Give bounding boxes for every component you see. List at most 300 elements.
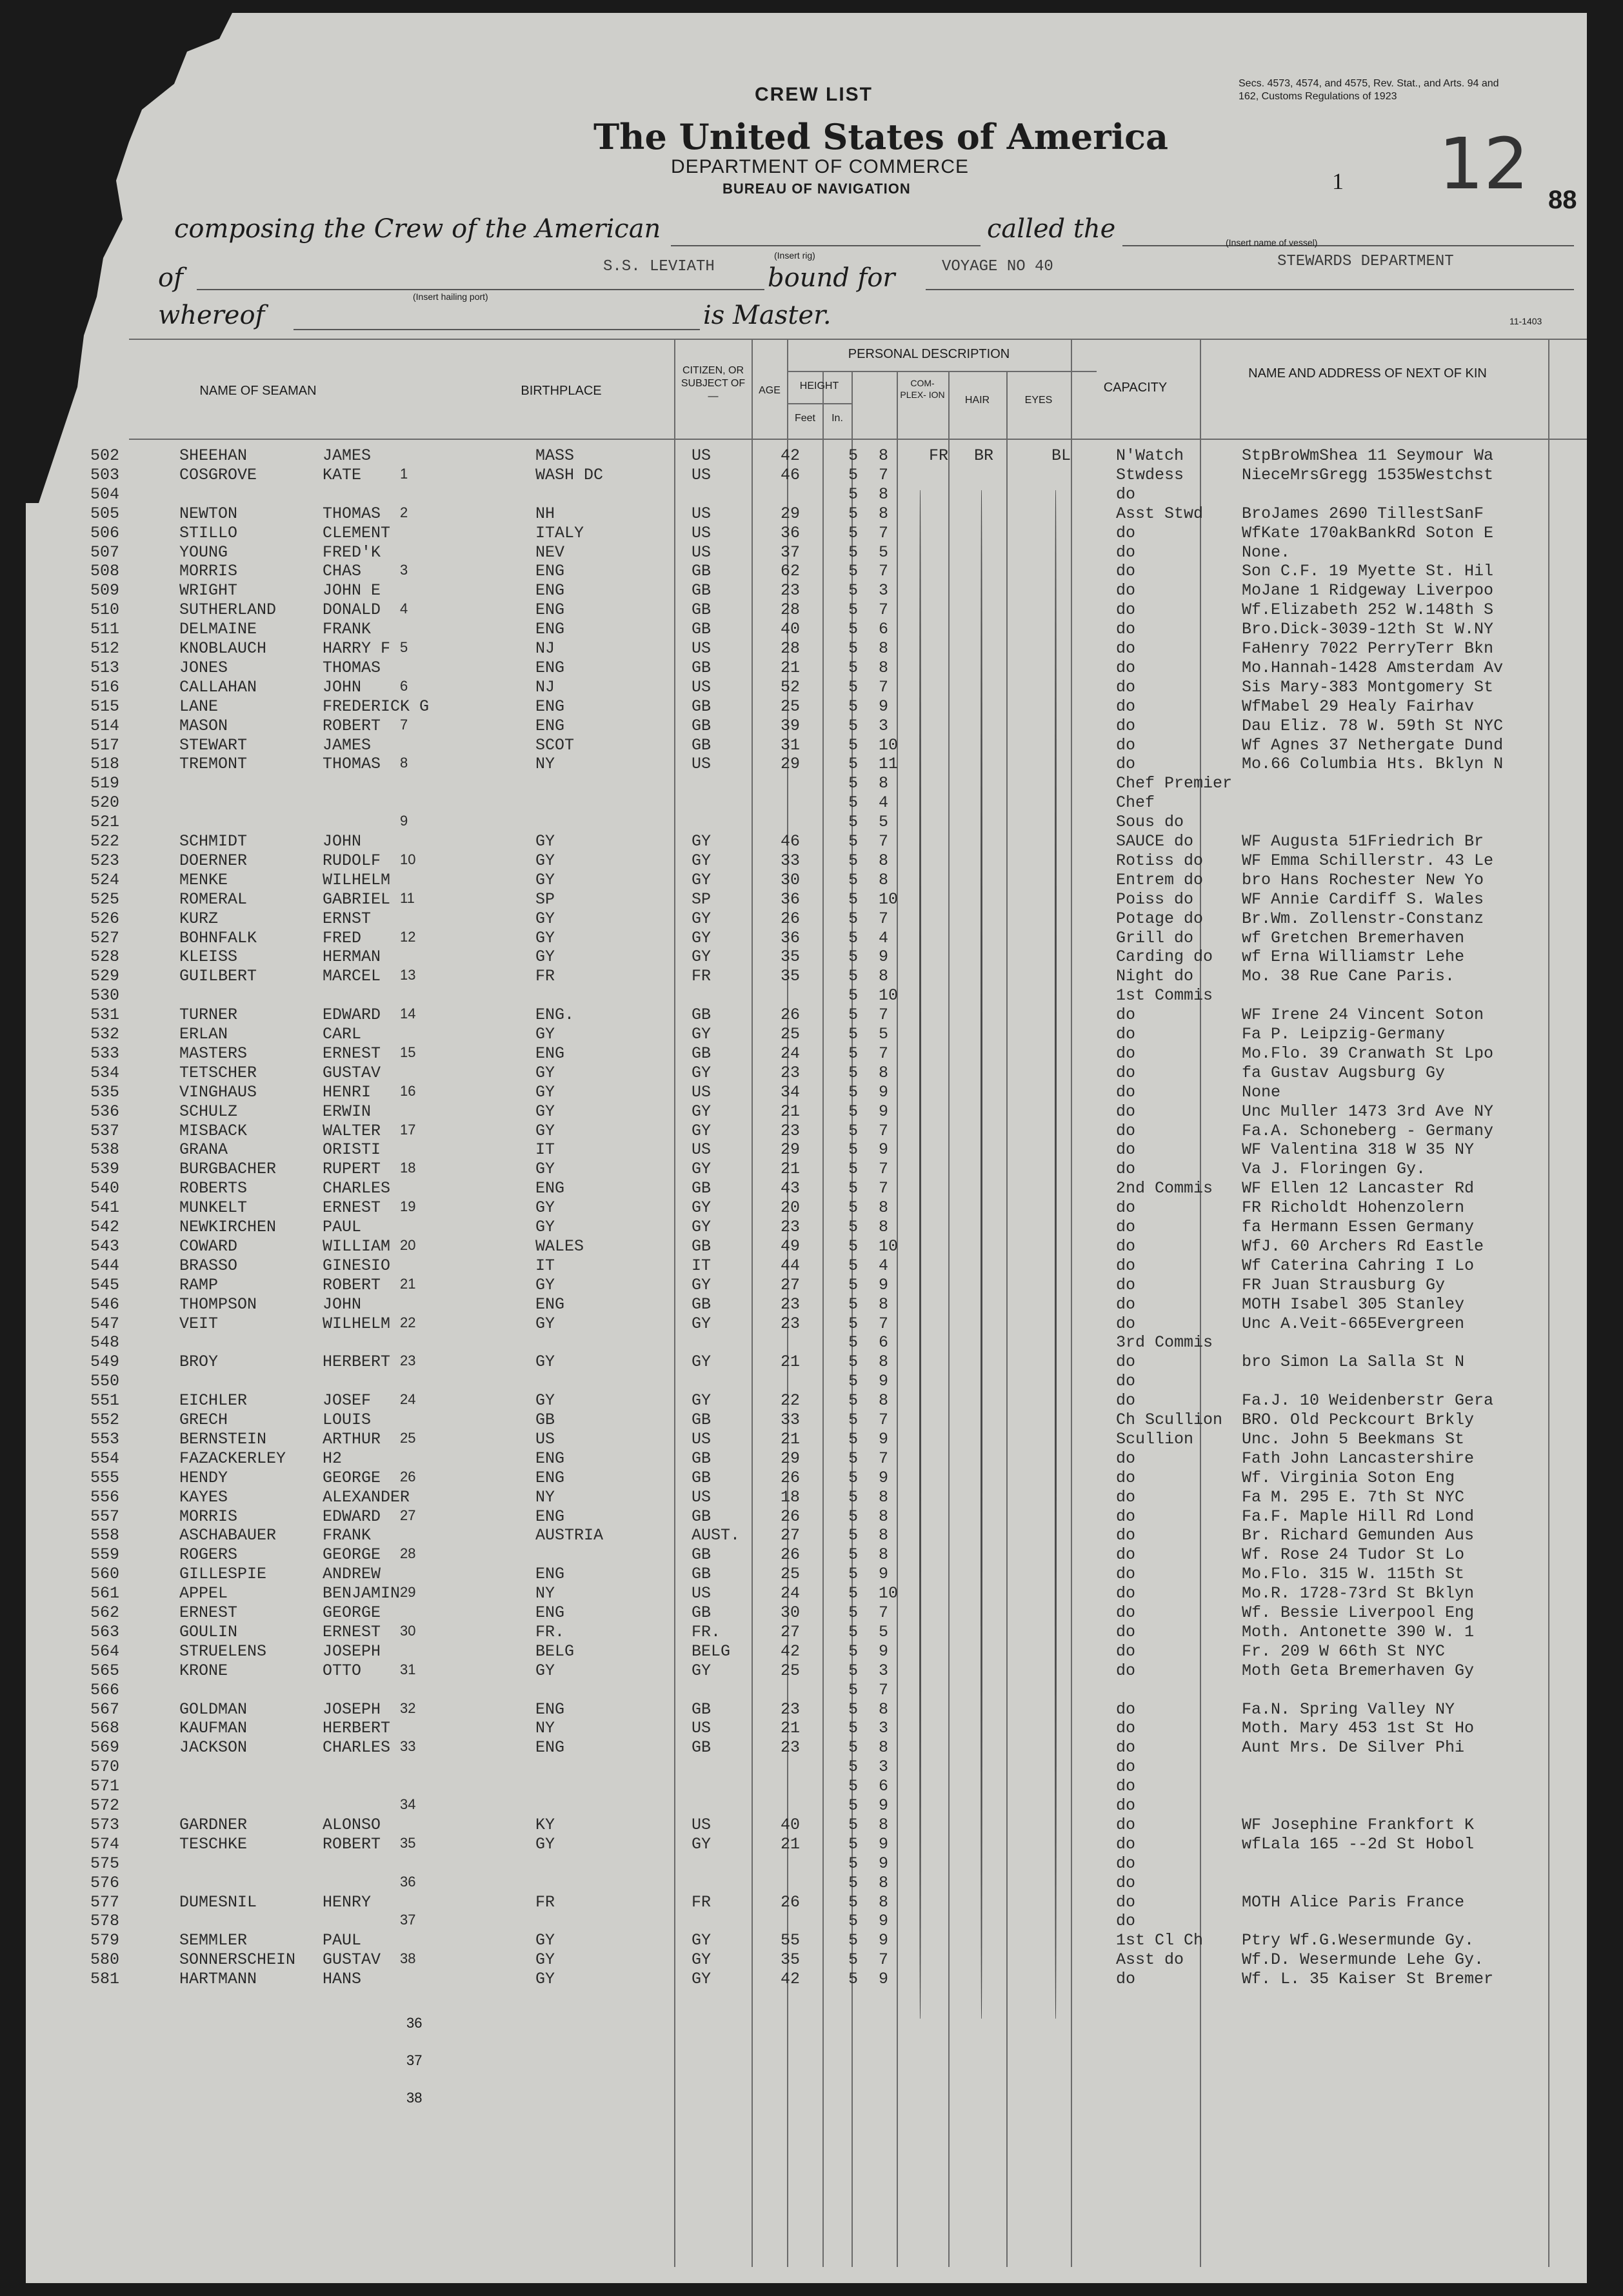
cell-in: 10	[879, 986, 899, 1005]
cell-birth: NJ	[535, 639, 555, 658]
cell-age: 46	[781, 465, 801, 484]
cell-idx: 12	[400, 928, 416, 945]
cell-no: 565	[90, 1661, 120, 1680]
cell-giv: DONALD	[323, 600, 381, 620]
cell-sur: ASCHABAUER	[179, 1526, 277, 1545]
cell-giv: GUSTAV	[323, 1950, 381, 1970]
cell-sur: KNOBLAUCH	[179, 639, 267, 658]
cell-kin: WF Augusta 51Friedrich Br	[1242, 832, 1484, 851]
table-row	[26, 600, 1587, 620]
col-name-header: NAME OF SEAMAN	[199, 384, 317, 398]
cell-ft: 5	[848, 1275, 859, 1294]
cell-ft: 5	[848, 581, 859, 600]
table-row	[26, 1005, 1587, 1025]
cell-kin: MOTH Isabel 305 Stanley	[1242, 1294, 1465, 1314]
cell-kin: Wf.D. Wesermunde Lehe Gy.	[1242, 1950, 1484, 1970]
cell-in: 3	[879, 1719, 889, 1738]
cell-cit: GB	[692, 1005, 712, 1025]
table-row	[26, 639, 1587, 658]
cell-in: 4	[879, 1256, 889, 1275]
cell-cit: FR	[692, 967, 712, 986]
cell-cap: Chef Premier	[1116, 774, 1233, 793]
cell-ft: 5	[848, 1372, 859, 1391]
cell-birth: FR	[535, 967, 555, 986]
cell-kin: WfKate 170akBankRd Soton E	[1242, 523, 1494, 542]
cell-cap: do	[1116, 523, 1136, 542]
cell-cit: US	[692, 1429, 712, 1449]
cell-cap: do	[1116, 562, 1136, 581]
cell-birth: ENG	[535, 1294, 565, 1314]
table-row	[26, 543, 1587, 562]
cell-giv: JOSEF	[323, 1391, 372, 1410]
cell-sur: RAMP	[179, 1275, 219, 1294]
cell-birth: WASH DC	[535, 465, 604, 484]
cell-ft: 5	[848, 1429, 859, 1449]
cell-cit: GY	[692, 851, 712, 870]
cell-idx: 15	[400, 1044, 416, 1060]
cell-birth: GY	[535, 1198, 555, 1218]
cell-no: 544	[90, 1256, 120, 1275]
cell-cit: GY	[692, 1160, 712, 1179]
cell-giv: THOMAS	[323, 755, 381, 774]
cell-kin: Moth. Mary 453 1st St Ho	[1242, 1719, 1475, 1738]
cell-ft: 5	[848, 504, 859, 523]
cell-cit: GY	[692, 947, 712, 967]
cell-giv: FRED'K	[323, 542, 381, 562]
cell-ft: 5	[848, 774, 859, 793]
cell-ft: 5	[848, 1970, 859, 1989]
cell-sur: TURNER	[179, 1005, 238, 1025]
cell-in: 8	[879, 1545, 889, 1565]
cell-giv: PAUL	[323, 1218, 362, 1236]
table-row	[26, 793, 1587, 813]
cell-no: 507	[90, 542, 120, 562]
cell-giv: JOHN E	[323, 581, 381, 600]
cell-in: 8	[879, 484, 889, 504]
cell-ft: 5	[848, 1545, 859, 1565]
cell-birth: GY	[535, 1275, 555, 1294]
cell-idx: 10	[400, 851, 416, 867]
table-row	[26, 1603, 1587, 1623]
cell-in: 8	[879, 1352, 889, 1372]
cell-no: 570	[90, 1757, 120, 1777]
cell-sur: GARDNER	[179, 1815, 248, 1834]
table-row	[26, 524, 1587, 543]
cell-ft: 5	[848, 1314, 859, 1333]
table-row	[26, 1352, 1587, 1372]
cell-ft: 5	[848, 1603, 859, 1622]
cell-cap: do	[1116, 1140, 1136, 1160]
cell-no: 559	[90, 1545, 120, 1565]
table-row	[26, 1198, 1587, 1218]
cell-birth: GY	[535, 1834, 555, 1854]
table-row	[26, 1083, 1587, 1102]
cell-kin: fa Hermann Essen Germany	[1242, 1218, 1475, 1236]
cell-no: 543	[90, 1236, 120, 1256]
cell-age: 23	[781, 581, 801, 600]
cell-no: 564	[90, 1641, 120, 1661]
cell-giv: THOMAS	[323, 504, 381, 523]
cell-ft: 5	[848, 1044, 859, 1063]
cell-ft: 5	[848, 1025, 859, 1044]
cell-in: 10	[879, 1236, 899, 1256]
cell-no: 538	[90, 1140, 120, 1160]
table-row	[26, 1333, 1587, 1352]
cell-age: 49	[781, 1236, 801, 1256]
cell-cit: GB	[692, 1294, 712, 1314]
cell-cap: do	[1116, 1622, 1136, 1641]
cell-giv: ERNEST	[323, 1044, 381, 1063]
cell-idx: 31	[400, 1661, 416, 1677]
cell-in: 8	[879, 1815, 889, 1834]
cell-kin: WF Valentina 318 W 35 NY	[1242, 1140, 1475, 1160]
cell-sur: NEWKIRCHEN	[179, 1218, 277, 1236]
cell-no: 508	[90, 562, 120, 581]
cell-age: 39	[781, 716, 801, 735]
cell-in: 8	[879, 639, 889, 658]
cell-kin: FaHenry 7022 PerryTerr Bkn	[1242, 639, 1494, 658]
cell-kin: WfJ. 60 Archers Rd Eastle	[1242, 1236, 1484, 1256]
cell-birth: KY	[535, 1815, 555, 1834]
cell-cit: GB	[692, 581, 712, 600]
statute-reference: Secs. 4573, 4574, and 4575, Rev. Stat., and Arts. 94 and 162, Customs Regulations of 1923	[1239, 78, 1499, 102]
cell-kin: None.	[1242, 542, 1291, 562]
cell-kin: Moth Geta Bremerhaven Gy	[1242, 1661, 1475, 1680]
cell-in: 9	[879, 1275, 889, 1294]
table-row	[26, 1642, 1587, 1661]
cell-ft: 5	[848, 1294, 859, 1314]
cell-kin: Wf Caterina Cahring I Lo	[1242, 1256, 1475, 1275]
cell-birth: GY	[535, 1102, 555, 1121]
cell-birth: GY	[535, 851, 555, 870]
cell-sur: SEMMLER	[179, 1931, 248, 1950]
cell-age: 43	[781, 1179, 801, 1198]
cell-no: 581	[90, 1970, 120, 1989]
cell-birth: US	[535, 1429, 555, 1449]
cell-cap: Rotiss do	[1116, 851, 1204, 870]
cell-ft: 5	[848, 1892, 859, 1912]
cell-birth: ENG	[535, 658, 565, 677]
table-row	[26, 1488, 1587, 1507]
cell-giv: WILLIAM	[323, 1236, 391, 1256]
table-row	[26, 1970, 1587, 1989]
cell-no: 503	[90, 465, 120, 484]
cell-sur: JACKSON	[179, 1738, 248, 1757]
table-row	[26, 1757, 1587, 1777]
cell-kin: Fa.J. 10 Weidenberstr Gera	[1242, 1391, 1494, 1410]
table-row	[26, 1044, 1587, 1064]
cell-age: 29	[781, 755, 801, 774]
cell-idx: 19	[400, 1198, 416, 1215]
cell-kin: Mo.66 Columbia Hts. Bklyn N	[1242, 755, 1504, 774]
cell-sur: TESCHKE	[179, 1834, 248, 1854]
cell-idx: 21	[400, 1275, 416, 1292]
cell-cap: do	[1116, 581, 1136, 600]
cell-birth: GY	[535, 1391, 555, 1410]
cell-age: 18	[781, 1487, 801, 1507]
cell-cap: Chef	[1116, 793, 1155, 813]
cell-in: 7	[879, 1121, 889, 1140]
cell-sur: FAZACKERLEY	[179, 1449, 286, 1468]
cell-age: 25	[781, 697, 801, 716]
cell-ft: 5	[848, 716, 859, 735]
cell-kin: bro Simon La Salla St N	[1242, 1352, 1465, 1372]
cell-ft: 5	[848, 658, 859, 677]
table-row	[26, 1430, 1587, 1449]
cell-birth: ENG	[535, 581, 565, 600]
cell-cx: FR	[929, 446, 949, 465]
cell-idx: 5	[400, 639, 408, 655]
cell-giv: OTTO	[323, 1661, 362, 1680]
cell-cap: do	[1116, 1796, 1136, 1815]
cell-giv: HARRY F	[323, 639, 391, 658]
cell-cap: do	[1116, 1757, 1136, 1777]
cell-ft: 5	[848, 1680, 859, 1699]
cell-age: 27	[781, 1275, 801, 1294]
cell-cit: GY	[692, 1834, 712, 1854]
cell-giv: ERNST	[323, 909, 372, 928]
cell-cap: do	[1116, 1218, 1136, 1236]
cell-in: 9	[879, 1796, 889, 1815]
cell-in: 7	[879, 1410, 889, 1429]
cell-age: 42	[781, 1970, 801, 1989]
cell-no: 532	[90, 1025, 120, 1044]
cell-ft: 5	[848, 639, 859, 658]
cell-no: 505	[90, 504, 120, 523]
cell-idx: 6	[400, 677, 408, 694]
cell-ft: 5	[848, 1256, 859, 1275]
cell-kin: Br.Wm. Zollenstr-Constanz	[1242, 909, 1484, 928]
cell-in: 8	[879, 1699, 889, 1719]
table-row	[26, 678, 1587, 697]
cell-no: 504	[90, 484, 120, 504]
cell-idx: 7	[400, 716, 408, 733]
cell-ft: 5	[848, 1719, 859, 1738]
cell-birth: NY	[535, 755, 555, 774]
cell-in: 9	[879, 1468, 889, 1487]
cell-kin: Wf. Virginia Soton Eng	[1242, 1468, 1455, 1487]
cell-no: 550	[90, 1372, 120, 1391]
cell-giv: EDWARD	[323, 1005, 381, 1025]
cell-ft: 5	[848, 465, 859, 484]
cell-in: 8	[879, 870, 889, 889]
cell-in: 7	[879, 1160, 889, 1179]
cell-age: 52	[781, 677, 801, 697]
cell-no: 521	[90, 813, 120, 832]
table-row	[26, 1816, 1587, 1835]
cell-in: 7	[879, 1044, 889, 1063]
cell-cap: Asst do	[1116, 1950, 1184, 1970]
cell-sur: WRIGHT	[179, 581, 238, 600]
cell-ft: 5	[848, 446, 859, 465]
cell-giv: ERNEST	[323, 1622, 381, 1641]
form-title: CREW LIST	[755, 84, 873, 105]
cell-sur: DOERNER	[179, 851, 248, 870]
cell-cit: GY	[692, 928, 712, 947]
cell-no: 535	[90, 1082, 120, 1102]
cell-cap: do	[1116, 697, 1136, 716]
table-row	[26, 755, 1587, 774]
cell-sur: GILLESPIE	[179, 1565, 267, 1584]
cell-no: 518	[90, 755, 120, 774]
cell-birth: ENG	[535, 716, 565, 735]
cell-in: 8	[879, 446, 889, 465]
cell-ft: 5	[848, 1507, 859, 1526]
cell-in: 9	[879, 1082, 889, 1102]
cell-sur: COSGROVE	[179, 465, 257, 484]
cell-cit: US	[692, 465, 712, 484]
cell-giv: ANDREW	[323, 1565, 381, 1584]
cell-giv: FRED	[323, 928, 362, 947]
cell-cit: US	[692, 542, 712, 562]
cell-cap: do	[1116, 1854, 1136, 1873]
cell-kin: Wf Agnes 37 Nethergate Dund	[1242, 735, 1504, 755]
cell-in: 7	[879, 1603, 889, 1622]
cell-in: 10	[879, 889, 899, 909]
cell-cit: GB	[692, 1738, 712, 1757]
col-citizen-header: CITIZEN, OR SUBJECT OF—	[681, 365, 746, 402]
cell-no: 536	[90, 1102, 120, 1121]
cell-in: 9	[879, 1912, 889, 1931]
table-row	[26, 1893, 1587, 1912]
cell-ft: 5	[848, 1834, 859, 1854]
cell-age: 26	[781, 1892, 801, 1912]
cell-idx: 1	[400, 465, 408, 482]
cell-sur: HENDY	[179, 1468, 228, 1487]
cell-cap: Stwdess	[1116, 465, 1184, 484]
cell-cit: GY	[692, 1931, 712, 1950]
cell-cit: GB	[692, 1468, 712, 1487]
cell-age: 26	[781, 1507, 801, 1526]
table-row	[26, 1276, 1587, 1295]
cell-kin: Dau Eliz. 78 W. 59th St NYC	[1242, 716, 1504, 735]
table-row	[26, 1256, 1587, 1276]
cell-age: 24	[781, 1044, 801, 1063]
cell-no: 509	[90, 581, 120, 600]
cell-sur: KAUFMAN	[179, 1719, 248, 1738]
cell-no: 537	[90, 1121, 120, 1140]
cell-birth: NY	[535, 1719, 555, 1738]
cell-cit: GB	[692, 716, 712, 735]
cell-idx: 29	[400, 1584, 416, 1601]
cell-cit: GY	[692, 1102, 712, 1121]
cell-giv: GEORGE	[323, 1603, 381, 1622]
cell-idx: 4	[400, 600, 408, 617]
cell-ft: 5	[848, 1236, 859, 1256]
cell-cap: N'Watch	[1116, 446, 1184, 465]
cell-no: 578	[90, 1912, 120, 1931]
cell-cap: SAUCE do	[1116, 832, 1194, 851]
cell-ft: 5	[848, 600, 859, 620]
cell-no: 524	[90, 870, 120, 889]
cell-birth: NH	[535, 504, 555, 523]
cell-cap: do	[1116, 639, 1136, 658]
cell-sur: YOUNG	[179, 542, 228, 562]
cell-no: 515	[90, 697, 120, 716]
cell-no: 579	[90, 1931, 120, 1950]
table-row	[26, 774, 1587, 793]
cell-in: 9	[879, 1931, 889, 1950]
cell-age: 25	[781, 1025, 801, 1044]
cell-cap: Poiss do	[1116, 889, 1194, 909]
cell-birth: GY	[535, 1661, 555, 1680]
table-row	[26, 967, 1587, 986]
table-row	[26, 1545, 1587, 1565]
cell-birth: ENG	[535, 1468, 565, 1487]
cell-kin: Ptry Wf.G.Wesermunde Gy.	[1242, 1931, 1475, 1950]
cell-kin: FR Juan Strausburg Gy	[1242, 1275, 1446, 1294]
cell-in: 5	[879, 1025, 889, 1044]
cell-kin: wf Erna Williamstr Lehe	[1242, 947, 1465, 967]
cell-idx: 38	[400, 1950, 416, 1967]
cell-cit: GB	[692, 1044, 712, 1063]
cell-sur: LANE	[179, 697, 219, 716]
cell-age: 29	[781, 1449, 801, 1468]
cell-no: 525	[90, 889, 120, 909]
cell-giv: HERBERT	[323, 1719, 391, 1738]
cell-in: 8	[879, 1526, 889, 1545]
cell-ft: 5	[848, 1198, 859, 1218]
table-row	[26, 947, 1587, 967]
cell-age: 35	[781, 947, 801, 967]
cell-sur: MUNKELT	[179, 1198, 248, 1218]
cell-cap: Scullion	[1116, 1429, 1194, 1449]
cell-in: 7	[879, 1950, 889, 1970]
table-row	[26, 1122, 1587, 1141]
cell-in: 7	[879, 909, 889, 928]
cell-birth: GY	[535, 870, 555, 889]
cell-giv: BENJAMIN	[323, 1584, 401, 1603]
table-row	[26, 832, 1587, 851]
cell-no: 541	[90, 1198, 120, 1218]
cell-in: 8	[879, 1198, 889, 1218]
cell-ft: 5	[848, 1410, 859, 1429]
cell-kin: Fa.N. Spring Valley NY	[1242, 1699, 1455, 1719]
cell-no: 547	[90, 1314, 120, 1333]
cell-giv: GUSTAV	[323, 1063, 381, 1082]
cell-ft: 5	[848, 1854, 859, 1873]
cell-kin: fa Gustav Augsburg Gy	[1242, 1063, 1446, 1082]
cell-cit: US	[692, 523, 712, 542]
cell-age: 23	[781, 1699, 801, 1719]
cell-sur: KURZ	[179, 909, 219, 928]
cell-no: 562	[90, 1603, 120, 1622]
cell-giv: ERNEST	[323, 1198, 381, 1218]
cell-cap: do	[1116, 1372, 1136, 1391]
cell-idx: 20	[400, 1236, 416, 1253]
table-row	[26, 1931, 1587, 1950]
cell-sur: SONNERSCHEIN	[179, 1950, 296, 1970]
cell-age: 21	[781, 1160, 801, 1179]
cell-kin: Unc A.Veit-665Evergreen	[1242, 1314, 1465, 1333]
cell-sur: MISBACK	[179, 1121, 248, 1140]
cell-age: 34	[781, 1082, 801, 1102]
cell-cap: do	[1116, 1352, 1136, 1372]
hint-port: (Insert hailing port)	[413, 292, 488, 302]
cell-kin: MoJane 1 Ridgeway Liverpoo	[1242, 581, 1494, 600]
cell-kin: BRO. Old Peckcourt Brkly	[1242, 1410, 1475, 1429]
cell-birth: ENG	[535, 620, 565, 639]
cell-in: 9	[879, 1565, 889, 1584]
cell-giv: HERBERT	[323, 1352, 391, 1372]
cell-giv: H2	[323, 1449, 343, 1468]
cell-kin: bro Hans Rochester New Yo	[1242, 870, 1484, 889]
cell-sur: BERNSTEIN	[179, 1429, 267, 1449]
cell-no: 519	[90, 774, 120, 793]
cell-idx: 14	[400, 1005, 416, 1022]
cell-in: 11	[879, 755, 899, 774]
cell-in: 9	[879, 1102, 889, 1121]
